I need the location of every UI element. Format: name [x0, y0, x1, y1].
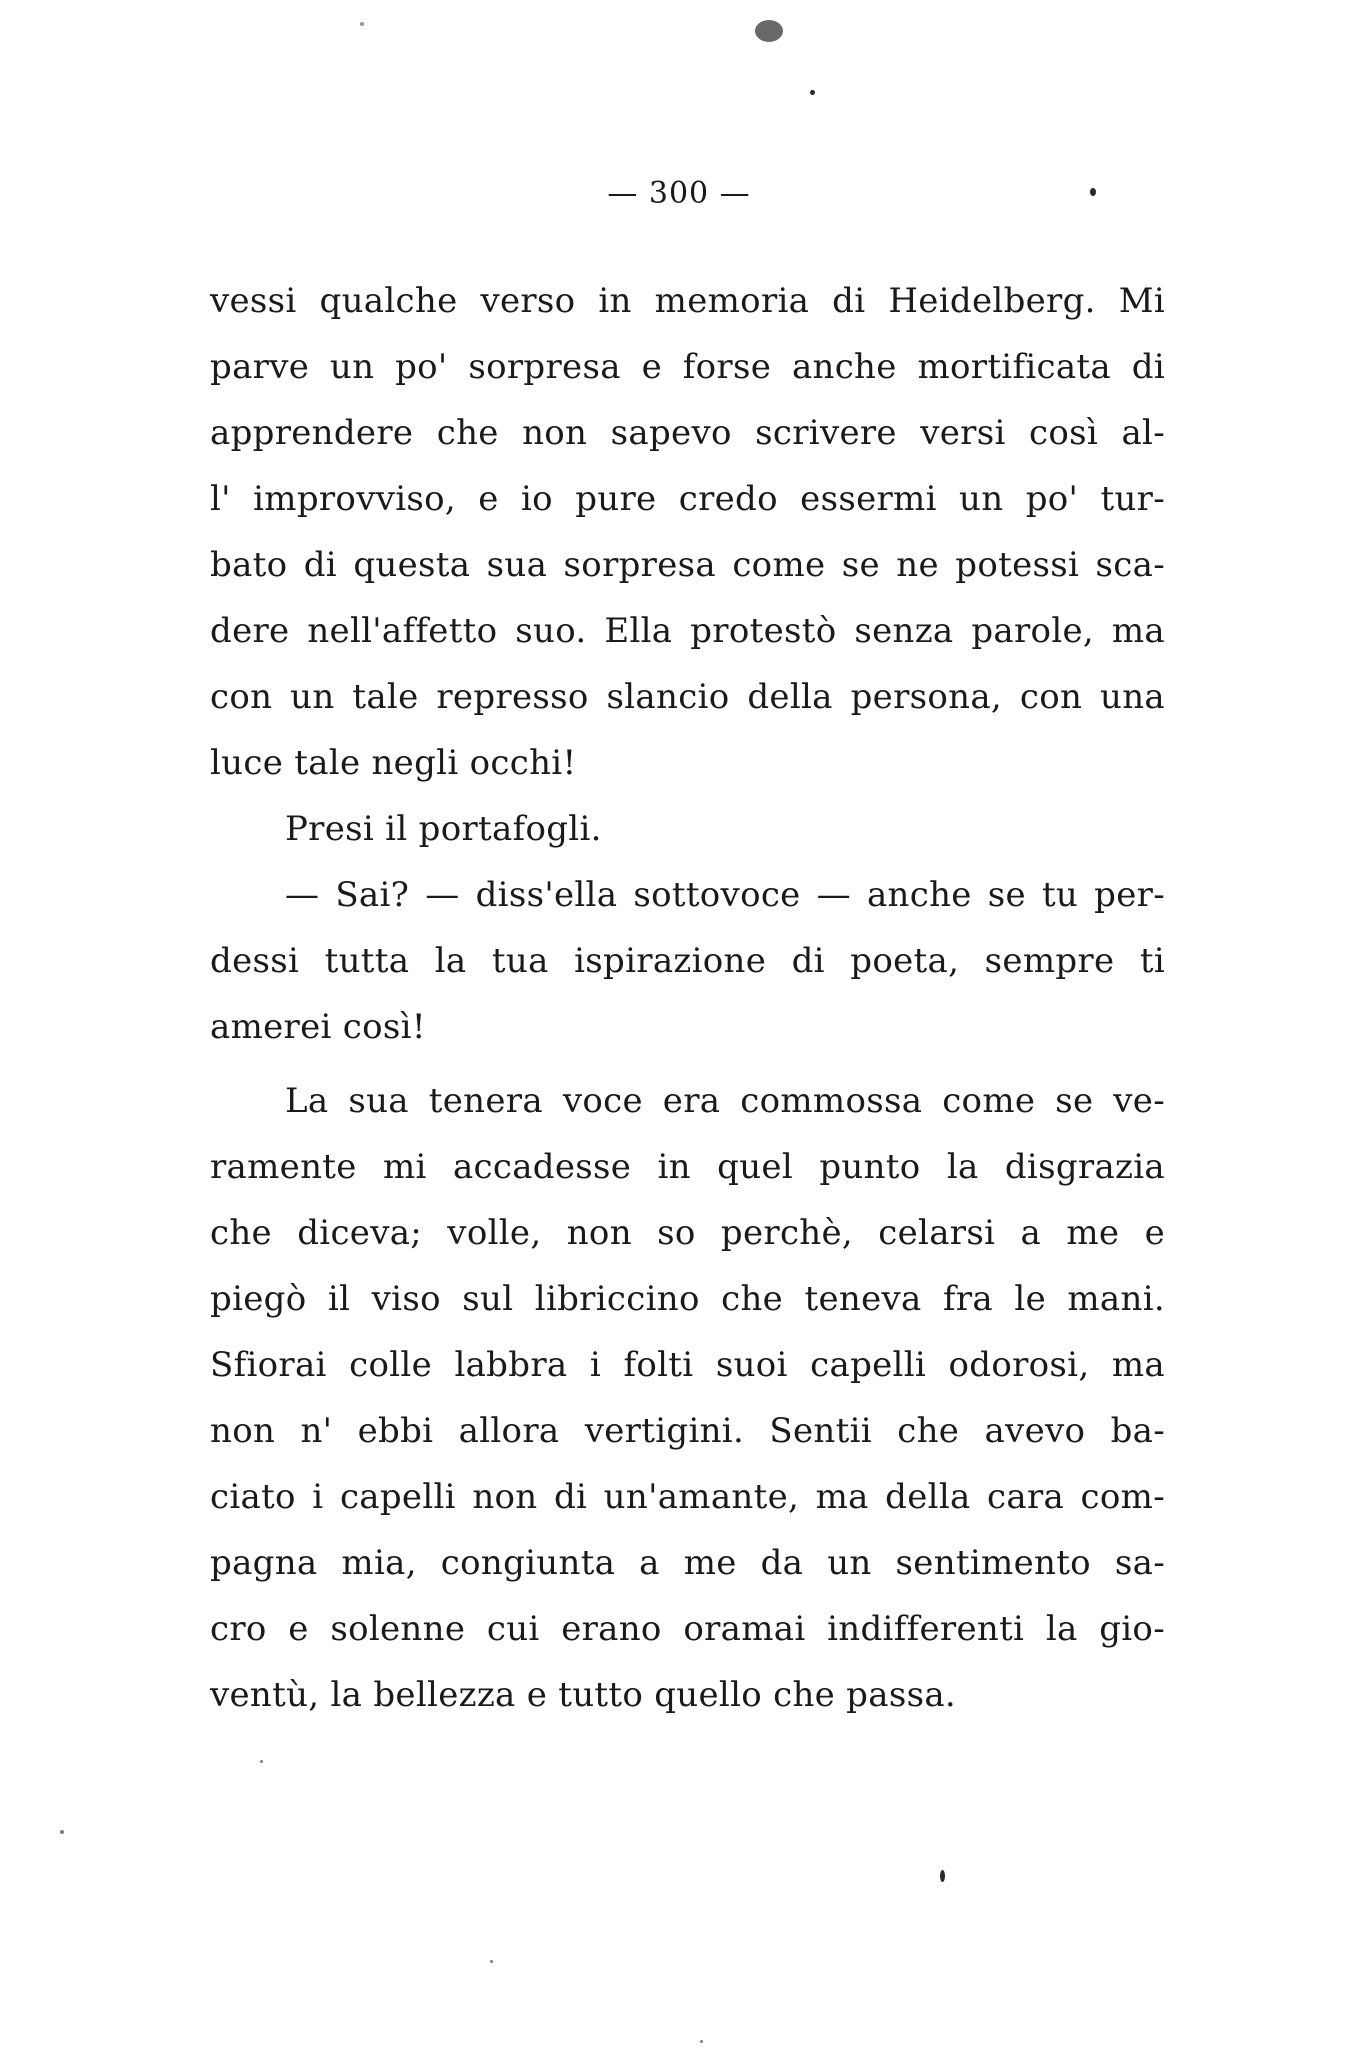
text-line: pagna mia, congiunta a me da un sentimento sa-	[210, 1543, 1165, 1583]
scan-speck	[940, 1870, 945, 1882]
scan-speck	[490, 1960, 493, 1963]
text-line: bato di questa sua sorpresa come se ne potessi sca-	[210, 545, 1165, 585]
text-line: — Sai? — diss'ella sottovoce — anche se tu per-	[285, 875, 1165, 915]
text-line: ventù, la bellezza e tutto quello che passa.	[210, 1675, 956, 1715]
text-line: Sfiorai colle labbra i folti suoi capelli odorosi, ma	[210, 1345, 1165, 1385]
text-line: apprendere che non sapevo scrivere versi così al-	[210, 413, 1165, 453]
text-line: vessi qualche verso in memoria di Heidelberg. Mi	[210, 281, 1165, 321]
text-line: Presi il portafogli.	[285, 809, 602, 849]
body-text	[210, 268, 1165, 1728]
text-line: parve un po' sorpresa e forse anche mortificata di	[210, 347, 1165, 387]
text-line: La sua tenera voce era commossa come se ve-	[285, 1081, 1165, 1121]
scan-speck	[260, 1760, 263, 1763]
text-line: con un tale represso slancio della persona, con una	[210, 677, 1165, 717]
scan-speck	[1090, 188, 1096, 196]
text-line: cro e solenne cui erano oramai indifferenti la gio-	[210, 1609, 1165, 1649]
text-line: ciato i capelli non di un'amante, ma della cara com-	[210, 1477, 1165, 1517]
text-line: dessi tutta la tua ispirazione di poeta, sempre ti	[210, 941, 1165, 981]
scan-speck	[60, 1830, 64, 1834]
text-line: piegò il viso sul libriccino che teneva fra le mani.	[210, 1279, 1165, 1319]
paragraph	[210, 862, 1165, 1060]
text-line: ramente mi accadesse in quel punto la disgrazia	[210, 1147, 1165, 1187]
page-number: — 300 —	[607, 176, 751, 211]
text-line: l' improvviso, e io pure credo essermi un po' tur-	[210, 479, 1165, 519]
scan-speck	[360, 22, 364, 26]
paragraph	[210, 796, 1165, 862]
scan-speck	[700, 2040, 703, 2043]
paragraph	[210, 268, 1165, 796]
text-line: luce tale negli occhi!	[210, 743, 577, 783]
paragraph	[210, 1068, 1165, 1728]
text-line: dere nell'affetto suo. Ella protestò senza parole, ma	[210, 611, 1165, 651]
scan-speck	[810, 90, 815, 95]
text-line: non n' ebbi allora vertigini. Sentii che avevo ba-	[210, 1411, 1165, 1451]
text-line: amerei così!	[210, 1007, 426, 1047]
text-line: che diceva; volle, non so perchè, celarsi a me e	[210, 1213, 1165, 1253]
scan-speck	[755, 20, 783, 42]
